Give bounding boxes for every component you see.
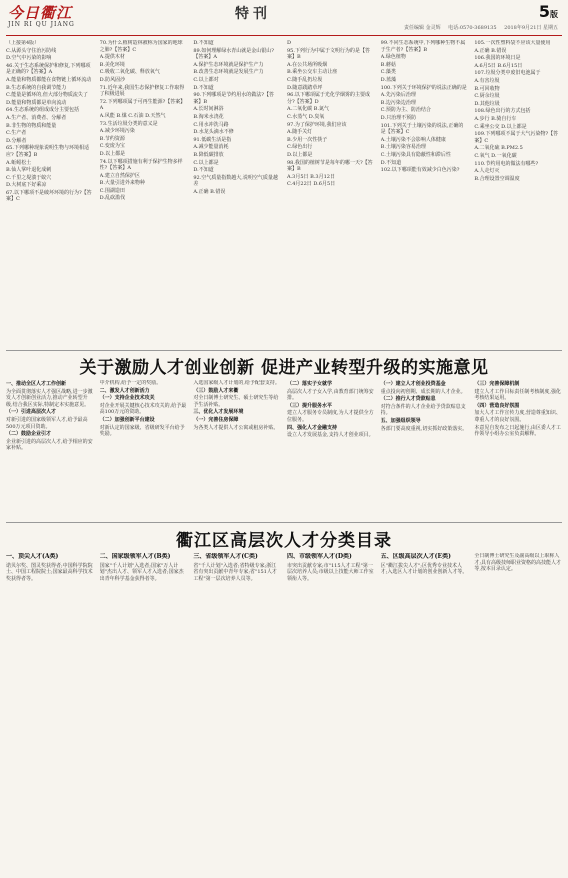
policy-paragraph: 建立人才服务专员制度,为人才提供全方位服务。 xyxy=(286,410,374,423)
quiz-line: C.随手乱扔垃圾 xyxy=(286,76,323,83)
quiz-line: D.蓝藻 xyxy=(380,76,397,83)
quiz-line: C.氧气 D.一氧化碳 xyxy=(474,152,517,159)
quiz-line: B.非生物的物质和能量 xyxy=(6,122,57,129)
quiz-line: 95.下列行为中属于文明行为的是【答案】B xyxy=(286,47,370,61)
quiz-line: 96.以下哪项属于光化学烟雾的主要成分?【答案】D xyxy=(286,92,370,105)
quiz-line: B.合理设置空调温度 xyxy=(474,175,520,182)
policy-headline: 关于激励人才创业创新 促进产业转型升级的实施意见 xyxy=(79,358,489,378)
quiz-line: A.正确 B.错误 xyxy=(474,47,507,54)
policy-subheading: 四、强化人才金融支持 xyxy=(286,424,337,431)
policy-body xyxy=(6,380,562,520)
quiz-line: C.藻类 xyxy=(380,69,396,76)
catalog-paragraph: 全日制博士研究生及副高级以上职称人才;具有高级技师职业资格的高技能人才等,按本目录认定。 xyxy=(474,553,562,573)
quiz-line: C.用水冲洗马路 xyxy=(193,121,229,128)
catalog-body xyxy=(6,553,562,873)
quiz-line: D.以上都是 xyxy=(99,150,126,157)
quiz-column xyxy=(193,40,281,348)
quiz-line: B.节约资源 xyxy=(99,135,125,142)
catalog-category-title: 二、国家级领军人才(B类) xyxy=(99,553,171,560)
quiz-line: 98.我国的植树节是每年的哪一天?【答案】B xyxy=(286,159,373,173)
quiz-line: 72.下列哪项属于可再生能源?【答案】A xyxy=(99,98,186,112)
quiz-line: A.减少环境污染 xyxy=(99,128,135,135)
catalog-paragraph: 市突出贡献专家;市"115人才工程"第一层次培养人员;市级以上技能大师工作室领衔人等。 xyxy=(286,562,374,582)
policy-subheading: （一）支持企业技术攻关 xyxy=(99,395,155,402)
quiz-line: C.从源头守住治污防线 xyxy=(6,47,57,54)
quiz-line: A.在公共场所吸烟 xyxy=(286,61,328,68)
page-meta xyxy=(398,24,558,31)
quiz-line: C.能量是循环的,但大部分物质流失了 xyxy=(6,92,88,99)
catalog-column xyxy=(381,553,469,873)
quiz-line: C.以上都对 xyxy=(193,76,219,83)
policy-paragraph: 高层次人才子女入学,由教育部门统筹安排。 xyxy=(286,388,374,402)
quiz-line: C.生产者 xyxy=(6,130,27,137)
quiz-line: A.步行 B.骑自行车 xyxy=(474,115,517,122)
quiz-line: A.能量和物质都能在食物链上循环流动 xyxy=(6,76,92,83)
policy-column xyxy=(474,380,562,520)
quiz-line: A.随手关灯 xyxy=(286,129,313,136)
quiz-line: B.改善生态环境就是发展生产力 xyxy=(193,69,264,76)
policy-paragraph: 各部门要高度重视,切实抓好政策落实。 xyxy=(380,425,468,432)
section-title: 特刊 xyxy=(235,6,271,22)
quiz-line: C.吸收二氧化碳、释放氧气 xyxy=(99,69,160,76)
quiz-line: A.人走灯灭 xyxy=(474,168,500,175)
policy-paragraph: 重点投向初创期、成长期的人才企业。 xyxy=(380,388,466,395)
quiz-line: B.边污染边治理 xyxy=(380,99,416,106)
header-rule xyxy=(6,35,562,36)
quiz-line: 92.空气质量指数越大,说明空气质量越差 xyxy=(193,174,278,188)
policy-subheading: （二）落实子女就学 xyxy=(286,381,332,387)
policy-paragraph: 企业新引进的高层次人才,给予相应的安家补贴。 xyxy=(6,438,93,452)
quiz-line: B.蘑菇 xyxy=(380,61,396,68)
quiz-line: 106.我国的环境日是 xyxy=(474,55,521,62)
policy-subheading: （一）建立人才创业投资基金 xyxy=(380,381,446,387)
quiz-line: A.有害垃圾 xyxy=(474,77,500,84)
quiz-line: B.降低碳排放 xyxy=(193,151,224,158)
quiz-line: B.淘米水浇花 xyxy=(193,113,224,120)
quiz-divider xyxy=(6,350,562,351)
quiz-line: D.分解者 xyxy=(6,137,27,144)
policy-paragraph: 本意见自发布之日起施行,由区委人才工作领导小组办公室负责解释。 xyxy=(474,424,561,438)
catalog-category-title: 五、区级高层次人才(E类) xyxy=(380,553,451,560)
policy-paragraph: 对新引进的国家级领军人才,给予最高500万元项目资助。 xyxy=(6,416,88,430)
quiz-line: C.千里之堤溃于蚁穴 xyxy=(6,174,52,181)
catalog-category-title: 三、省级领军人才(C类) xyxy=(193,553,258,560)
quiz-line: 46.关于生态系统保护和修复,下列哪项是正确的?【答案】A xyxy=(6,62,91,76)
quiz-line: A.风能 B.煤 C.石油 D.天然气 xyxy=(99,112,166,119)
quiz-line: 110.节约用电的做法有哪些? xyxy=(474,160,539,167)
quiz-line: B.大量引进外来物种 xyxy=(99,180,145,187)
quiz-line: 64.生态系统的组成成分主要包括 xyxy=(6,107,79,114)
policy-divider xyxy=(6,522,562,523)
quiz-line: B.可回收物 xyxy=(474,85,500,92)
quiz-line: A.建立自然保护区 xyxy=(99,172,140,179)
catalog-paragraph: 国家"千人计划"入选者;国家"万人计划"杰出人才、领军人才入选者;国家杰出青年科学基金获得者等。 xyxy=(99,562,184,582)
quiz-line: 101.下列关于土壤污染的说法,正确的是【答案】C xyxy=(380,122,464,136)
quiz-line: A.蚯蚓松土 xyxy=(6,159,32,166)
policy-column xyxy=(381,380,469,520)
quiz-line: B.少用一次性筷子 xyxy=(286,136,328,143)
quiz-line: D.不知道 xyxy=(193,40,214,46)
policy-paragraph: 加大人才工作宣传力度,营造尊重知识、尊重人才的良好氛围。 xyxy=(474,410,561,423)
policy-subheading: 三、优化人才发展环境 xyxy=(193,409,244,416)
quiz-line: D.乱砍滥伐 xyxy=(99,195,126,202)
quiz-column xyxy=(100,40,188,348)
quiz-line: C.4月22日 D.6月5日 xyxy=(286,181,336,188)
quiz-line: C.预防为主、防治结合 xyxy=(380,107,431,114)
masthead xyxy=(0,0,568,36)
policy-column xyxy=(6,380,94,520)
quiz-column xyxy=(6,40,94,348)
quiz-line: D.只治理不预防 xyxy=(380,114,417,121)
quiz-line: 108.绿色出行的方式包括 xyxy=(474,108,531,115)
policy-subheading: （二）加强创新平台建设 xyxy=(99,416,155,423)
catalog-paragraph: 区"衢江拔尖人才";区优秀专业技术人才;入选区人才计划的创业创新人才等。 xyxy=(380,562,468,576)
quiz-line: D.不知道 xyxy=(380,159,402,166)
policy-subheading: （二）推行人才贷款贴息 xyxy=(380,396,436,403)
policy-subheading: （一）完善住房保障 xyxy=(193,416,239,423)
quiz-line: 90.下列哪项是节约用水的做法?【答案】B xyxy=(193,92,274,105)
quiz-line: B.土壤污染容易治理 xyxy=(380,144,426,151)
policy-column xyxy=(287,380,375,520)
quiz-line: D.其他垃圾 xyxy=(474,100,500,107)
quiz-line: C.水蒸气 D.臭氧 xyxy=(286,113,325,120)
quiz-line: B.乘坐公交车主动让座 xyxy=(286,69,338,76)
policy-paragraph: 为全面贯彻落实人才强区战略,进一步激发人才创新创业活力,推动产业转型升级,结合我区实际,特制定本实施意见。 xyxy=(6,388,93,408)
catalog-column xyxy=(474,553,562,873)
quiz-line: A.二氧化硫 B.PM2.5 xyxy=(474,145,523,152)
quiz-line: D.以上都是 xyxy=(286,151,313,158)
quiz-line: 67.以下哪项不是破坏环境的行为?【答案】C xyxy=(6,189,92,203)
quiz-column xyxy=(287,40,375,348)
quiz-column xyxy=(381,40,469,348)
quiz-line: A.先污染后治理 xyxy=(380,92,416,99)
quiz-line: 91.低碳生活是指 xyxy=(193,136,232,143)
quiz-line: A.3月5日 B.3月12日 xyxy=(286,173,335,180)
newspaper-pinyin: JIN RI QU JIANG xyxy=(8,21,75,28)
quiz-line: A.6月5日 B.6月15日 xyxy=(474,62,523,69)
policy-paragraph: 建立人才工作目标责任制考核制度,强化考核结果运用。 xyxy=(474,388,561,402)
catalog-column xyxy=(193,553,281,873)
policy-subheading: （一）引进高层次人才 xyxy=(6,409,57,416)
quiz-line: C.绿色出行 xyxy=(286,144,313,151)
policy-subheading: （三）提升服务水平 xyxy=(286,402,332,409)
policy-paragraph: 对企业开展关键核心技术攻关的,给予最高100万元的资助。 xyxy=(99,402,187,416)
catalog-paragraph: 省"千人计划"入选者;省特级专家;浙江省有突出贡献中青年专家;省"151人才工程"第一层次培养人员等。 xyxy=(193,562,277,582)
quiz-line: D.随意践踏草坪 xyxy=(286,84,323,91)
quiz-line: A.减少能量消耗 xyxy=(193,144,229,151)
policy-subheading: 二、激发人才创新活力 xyxy=(99,387,150,394)
phone-info: 电话:0570-3689135 xyxy=(448,25,497,31)
quiz-line: 100.下列关于环境保护的说法正确的是 xyxy=(380,84,467,91)
newspaper-logo: 今日衢江 xyxy=(8,4,73,22)
catalog-paragraph: 诺贝尔奖、图灵奖获得者;中国科学院院士、中国工程院院士;国家最高科学技术奖获得者等。 xyxy=(6,562,93,582)
policy-column xyxy=(193,380,281,520)
policy-paragraph: 对全日制博士研究生、硕士研究生等给予生活补贴。 xyxy=(193,395,279,408)
quiz-line: 73.生活垃圾分类的意义是 xyxy=(99,120,158,127)
quiz-line: C.变废为宝 xyxy=(99,143,125,150)
policy-paragraph: 设立人才发展基金,支持人才创业项目。 xyxy=(286,432,374,439)
quiz-line: D.能量和物质都是单向流动 xyxy=(6,99,67,106)
quiz-line: A.土壤污染不会影响人体健康 xyxy=(380,136,446,143)
quiz-line: A.二氧化碳 B.氮气 xyxy=(286,106,330,113)
quiz-line: C.土壤污染具有隐蔽性和滞后性 xyxy=(380,151,451,158)
quiz-line: 74.以下哪项措施有利于保护生物多样性?【答案】A xyxy=(99,158,183,172)
quiz-line: D.防风固沙 xyxy=(99,76,126,83)
policy-paragraph: 为各类人才提供人才公寓或租房补贴。 xyxy=(193,424,279,431)
quiz-line: D.不知道 xyxy=(193,84,214,91)
quiz-line: A.正确 B.错误 xyxy=(193,188,226,195)
quiz-line: D xyxy=(286,40,291,46)
quiz-line: C.厨余垃圾 xyxy=(474,93,500,100)
policy-paragraph: 对符合条件的人才企业给予贷款贴息支持。 xyxy=(380,403,466,417)
quiz-line: D.水龙头滴水不修 xyxy=(193,129,234,136)
quiz-line: D.空气中污染的影响 xyxy=(6,55,52,62)
quiz-line: 70.为什么植树造林被称为国家的地球之肺?【答案】C xyxy=(99,40,183,53)
quiz-line: A.绿色植物 xyxy=(380,54,406,61)
policy-subheading: 五、加强组织领导 xyxy=(380,417,421,424)
quiz-line: D.大树底下好乘凉 xyxy=(6,182,47,189)
catalog-category-title: 四、市级领军人才(D类) xyxy=(286,553,352,560)
policy-subheading: （三）鼓励人才来衢 xyxy=(193,387,239,394)
catalog-headline: 衢江区高层次人才分类目录 xyxy=(176,531,392,551)
quiz-line: C.围湖造田 xyxy=(99,187,125,194)
catalog-column xyxy=(100,553,188,873)
quiz-line: 109.下列哪项不属于大气污染物?【答案】C xyxy=(474,131,559,144)
quiz-line: B.美化环境 xyxy=(99,61,125,68)
quiz-line: 102.以下哪项能有效减少白色污染? xyxy=(380,167,460,174)
quiz-line: D.不知道 xyxy=(193,167,214,174)
policy-subheading: （四）营造良好氛围 xyxy=(474,402,520,409)
page-number: 5版 xyxy=(538,2,558,21)
quiz-line: C.乘坐公交 D.以上都是 xyxy=(474,123,527,130)
policy-subheading: （二）鼓励企业引才 xyxy=(6,431,52,438)
quiz-line: B.仙人掌叶退化成刺 xyxy=(6,167,52,174)
quiz-line: 65.下列哪种现象说明生物与环境相适应?【答案】B xyxy=(6,145,89,158)
editor-info: 责任编辑 金灵辉 xyxy=(403,25,441,31)
quiz-line: B.生态系统的自我调节能力 xyxy=(6,84,67,91)
quiz-line: 105.一次性塑料袋不应该大量使用 xyxy=(474,40,551,46)
quiz-line: A.保护生态环境就是保护生产力 xyxy=(193,61,264,68)
quiz-line: 71.近年来,我国生态保护修复工作取得了积极进展 xyxy=(99,84,185,98)
quiz-line: 89.如何理解绿水青山就是金山银山?【答案】A xyxy=(193,47,274,61)
catalog-category-title: 一、顶尖人才(A类) xyxy=(6,553,59,560)
quiz-line: A.长时间淋浴 xyxy=(193,106,224,113)
policy-paragraph: 对新认定的国家级、省级研发平台给予奖励。 xyxy=(99,424,185,438)
policy-paragraph: 中介机构,给予一定的奖励。 xyxy=(99,380,162,386)
policy-paragraph: 入选国家级人才计划的,给予配套支持。 xyxy=(193,380,280,386)
quiz-section xyxy=(6,40,562,348)
quiz-line: （上接第4版） xyxy=(6,40,40,46)
catalog-column xyxy=(287,553,375,873)
quiz-line: 107.垃圾分类中废旧电池属于 xyxy=(474,70,541,77)
policy-column xyxy=(100,380,188,520)
quiz-line: 97.为了保护环境,我们应该 xyxy=(286,121,347,128)
quiz-line: A.生产者、消费者、分解者 xyxy=(6,114,67,121)
quiz-line: A.提供木材 xyxy=(99,54,125,61)
quiz-line: C.以上都是 xyxy=(193,159,219,166)
date-info: 2018年9月21日 星期五 xyxy=(504,25,558,31)
catalog-column xyxy=(6,553,94,873)
quiz-column xyxy=(474,40,562,348)
policy-subheading: 一、推动全区人才工作创新 xyxy=(6,381,67,387)
policy-subheading: （三）完善保障机制 xyxy=(474,381,520,387)
quiz-line: 99.不同生态系统中,下列哪种生物不属于生产者?【答案】B xyxy=(380,40,466,53)
